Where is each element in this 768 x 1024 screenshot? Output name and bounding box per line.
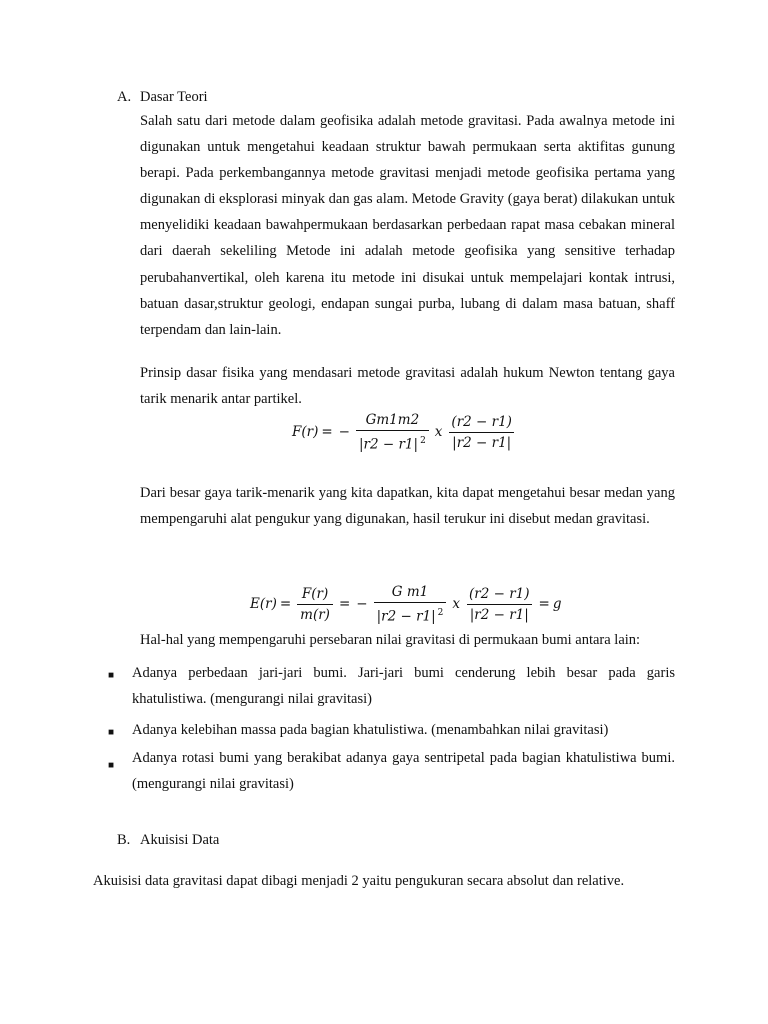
eq1-minus: − [338,424,350,440]
eq2-fraction-2 [466,586,533,623]
acquisition-paragraph: Akuisisi data gravitasi dapat dibagi menjadi 2 yaitu pengukuran secara absolut dan relative. [93,873,625,889]
eq1-fraction-1 [356,412,429,453]
eq1-times: x [434,424,443,440]
eq2-denominator-2: |r2 − r1| [467,604,532,623]
eq2-exponent: 2 [437,607,444,618]
eq2-equals-1: = [279,596,292,612]
eq2-lhs: E(r) [250,596,277,612]
eq1-exponent: 2 [420,435,426,446]
eq2-minus: − [356,596,368,612]
theory-paragraph-3: Dari besar gaya tarik-menarik yang kita dapatkan, kita dapat mengetahui besar medan yang mempengaruhi alat pengukur yang digunakan, hasil terukur ini disebut medan gravitasi. [140,485,675,528]
section-b-title: Akuisisi Data [140,832,220,848]
equation-gravity-field [250,584,562,624]
eq2-times: x [452,596,461,612]
eq2-fraction-0 [297,586,333,623]
eq2-denominator-0: m(r) [297,604,333,623]
eq1-numerator-1: Gm1m2 [365,411,420,428]
eq2-equals-2: = [338,596,351,612]
equation-newton-force [292,412,518,452]
eq2-numerator-0: F(r) [301,585,329,602]
section-b-marker: B. [117,832,131,848]
eq1-lhs: F(r) [292,424,319,440]
eq1-denominator-1 [356,430,429,453]
section-a-title: Dasar Teori [140,89,208,105]
eq1-denominator-1-text: |r2 − r1| [358,436,419,453]
bullet-marker-3: ■ [108,760,115,771]
eq2-denominator-1 [374,602,447,625]
theory-paragraph-2: Prinsip dasar fisika yang mendasari metode gravitasi adalah hukum Newton tentang gaya tarik menarik antar partikel. [140,365,675,408]
eq1-fraction-2 [448,414,515,451]
eq2-rhs: g [552,596,562,612]
theory-paragraph-4: Hal-hal yang mempengaruhi persebaran nilai gravitasi di permukaan bumi antara lain: [140,632,641,648]
eq1-numerator-2: (r2 − r1) [451,413,512,430]
eq1-equals: = [321,424,333,440]
bullet-text-2: Adanya kelebihan massa pada bagian khatulistiwa. (menambahkan nilai gravitasi) [132,722,609,738]
eq2-numerator-2: (r2 − r1) [469,585,530,602]
eq1-denominator-2: |r2 − r1| [449,432,514,451]
bullet-marker-2: ■ [108,727,115,738]
eq2-fraction-1 [374,584,447,625]
bullet-text-3: Adanya rotasi bumi yang berakibat adanya gaya sentripetal pada bagian khatulistiwa bumi. (mengurangi nilai gravitasi) [132,750,675,793]
theory-paragraph-1: Salah satu dari metode dalam geofisika adalah metode gravitasi. Pada awalnya metode ini digunakan untuk mengetahui keadaan struktur bawah permukaan serta aktifitas gunung berapi. Pada perkembangannya metode gravitasi menjadi metode geofisika pertama yang digunakan di eksplorasi minyak dan gas alam. Metode Gravity (gaya berat) dilakukan untuk menyelidiki keadaan bawahpermukaan berdasarkan perbedaan rapat masa cebakan mineral dari daerah sekeliling Metode ini adalah metode geofisika yang sensitive terhadap perubahanvertikal, oleh karena itu metode ini disukai untuk mempelajari kontak intrusi, batuan dasar,struktur geologi, endapan sungai purba, lubang di dalam masa batuan, shaff terpendam dan lain-lain. [140,113,675,338]
bullet-marker-1: ■ [108,670,115,681]
eq2-numerator-1: G m1 [391,583,429,600]
bullet-text-1: Adanya perbedaan jari-jari bumi. Jari-jari bumi cenderung lebih besar pada garis khatulistiwa. (mengurangi nilai gravitasi) [132,665,675,708]
eq2-denominator-1-text: |r2 − r1| [376,608,436,625]
section-a-marker: A. [117,89,132,105]
eq2-equals-3: = [538,596,550,612]
